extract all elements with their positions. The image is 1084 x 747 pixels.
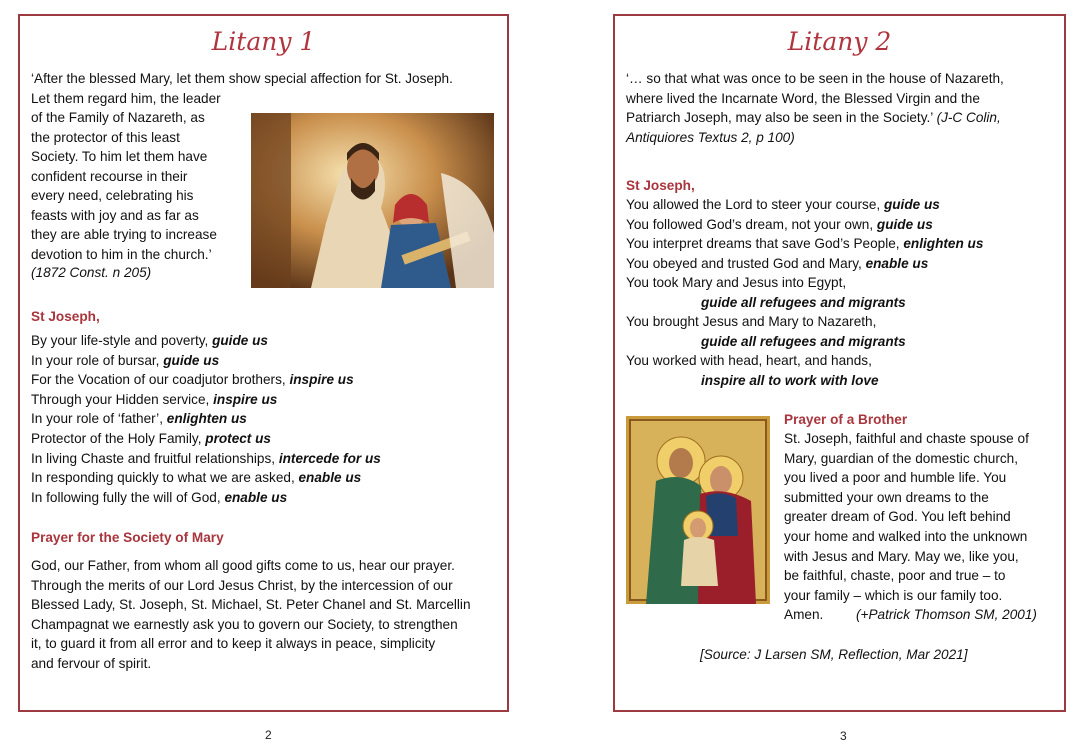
brother-prayer-heading: Prayer of a Brother	[784, 412, 908, 427]
st-joseph-carpenter-painting	[251, 113, 494, 288]
text-line: St. Joseph, faithful and chaste spouse of	[784, 431, 1029, 446]
litany-line	[701, 371, 879, 391]
left-litany-heading: St Joseph,	[31, 309, 100, 324]
text-line: your home and walked into the unknown	[784, 529, 1028, 544]
litany-invocation: You interpret dreams that save God’s People,	[626, 236, 904, 251]
brother-prayer-amen: Amen.	[784, 607, 824, 622]
litany-response: enlighten us	[166, 411, 247, 427]
litany-line	[626, 195, 940, 215]
left-intro-citation: (1872 Const. n 205)	[31, 265, 152, 280]
litany-line	[701, 293, 906, 313]
litany-invocation: In following fully the will of God,	[31, 489, 225, 505]
litany-line	[31, 468, 361, 488]
text-line: devotion to him in the church.’	[31, 246, 212, 262]
litany-invocation: You brought Jesus and Mary to Nazareth,	[626, 314, 877, 329]
holy-family-icon	[626, 416, 770, 604]
text-line: ‘… so that what was once to be seen in the house of Nazareth,	[626, 71, 1004, 86]
litany-line	[626, 215, 933, 235]
litany-response: guide us	[876, 216, 933, 232]
text-line: you lived a poor and humble life. You	[784, 470, 1007, 486]
left-prayer-heading: Prayer for the Society of Mary	[31, 530, 224, 545]
page-number-right: 3	[840, 729, 847, 743]
text-line: greater dream of God. You left behind	[784, 509, 1011, 525]
right-intro-line-3-text: Patriarch Joseph, may also be seen in the Society.’	[626, 110, 937, 125]
litany-invocation: You took Mary and Jesus into Egypt,	[626, 275, 847, 290]
litany-invocation: By your life-style and poverty,	[31, 333, 213, 348]
litany-invocation: In responding quickly to what we are asked,	[31, 470, 299, 486]
litany-invocation: In your role of ‘father’,	[31, 411, 167, 427]
right-page-title: Litany 2	[787, 27, 892, 56]
litany-invocation: You worked with head, heart, and hands,	[626, 353, 872, 368]
litany-response: enlighten us	[903, 236, 984, 251]
text-line: of the Family of Nazareth, as	[31, 110, 205, 125]
litany-line	[31, 351, 219, 371]
litany-response: enable us	[865, 255, 929, 271]
page-number-left: 2	[265, 728, 272, 742]
litany-line	[31, 409, 247, 429]
text-line: Through the merits of our Lord Jesus Christ, by the intercession of our	[31, 577, 453, 593]
litany-response: protect us	[205, 431, 271, 446]
litany-response: guide us	[883, 197, 940, 212]
litany-line	[701, 332, 906, 352]
litany-invocation: You followed God’s dream, not your own,	[626, 216, 877, 232]
text-line: your family – which is our family too.	[784, 587, 1003, 603]
litany-line	[626, 273, 846, 293]
right-litany-heading: St Joseph,	[626, 178, 695, 193]
litany-response: guide all refugees and migrants	[701, 333, 906, 349]
litany-response: guide all refugees and migrants	[701, 294, 906, 310]
litany-response: inspire us	[213, 391, 278, 407]
text-line: with Jesus and Mary. May we, like you,	[784, 548, 1019, 564]
litany-response: intercede for us	[278, 450, 381, 466]
source-citation: [Source: J Larsen SM, Reflection, Mar 2021]	[700, 647, 968, 662]
litany-response: guide us	[212, 333, 268, 348]
litany-invocation: For the Vocation of our coadjutor brothers,	[31, 372, 290, 388]
litany-line	[31, 488, 287, 508]
litany-line	[626, 312, 876, 332]
text-line: where lived the Incarnate Word, the Blessed Virgin and the	[626, 90, 980, 106]
text-line: Champagnat we earnestly ask you to govern our Society, to strengthen	[31, 616, 458, 632]
text-line: Society. To him let them have	[31, 149, 208, 164]
right-intro-line-3	[626, 108, 1001, 128]
text-line: submitted your own dreams to the	[784, 489, 989, 505]
text-line: Blessed Lady, St. Joseph, St. Michael, St. Peter Chanel and St. Marcellin	[31, 597, 471, 612]
litany-line	[31, 449, 381, 469]
text-line: feasts with joy and as far as	[31, 207, 199, 223]
text-line: the protector of this least	[31, 129, 180, 145]
litany-response: guide us	[163, 352, 220, 368]
litany-line	[31, 390, 277, 410]
litany-invocation: You allowed the Lord to steer your course,	[626, 197, 884, 212]
left-page-title: Litany 1	[211, 27, 316, 56]
litany-line	[626, 234, 983, 254]
text-line: it, to guard it from all error and to keep it always in peace, simplicity	[31, 636, 436, 651]
right-intro-citation-b: Antiquiores Textus 2, p 100)	[626, 130, 795, 145]
brother-prayer-citation: (+Patrick Thomson SM, 2001)	[856, 607, 1037, 622]
litany-line	[626, 254, 928, 274]
litany-line	[31, 370, 354, 390]
text-line: be faithful, chaste, poor and true – to	[784, 568, 1006, 584]
litany-response: inspire us	[289, 372, 354, 388]
litany-invocation: Through your Hidden service,	[31, 391, 214, 407]
text-line: Let them regard him, the leader	[31, 90, 221, 106]
right-intro-citation-a: (J-C Colin,	[936, 110, 1001, 125]
text-line: confident recourse in their	[31, 168, 188, 184]
litany-line	[31, 429, 271, 449]
text-line: every need, celebrating his	[31, 188, 194, 203]
litany-response: enable us	[298, 470, 362, 486]
litany-line	[31, 331, 268, 351]
litany-response: enable us	[224, 489, 288, 505]
text-line: Mary, guardian of the domestic church,	[784, 450, 1018, 466]
text-line: God, our Father, from whom all good gifts come to us, hear our prayer.	[31, 558, 455, 573]
litany-response: inspire all to work with love	[701, 372, 879, 388]
text-line: ‘After the blessed Mary, let them show special affection for St. Joseph.	[31, 71, 453, 86]
litany-invocation: Protector of the Holy Family,	[31, 431, 206, 446]
litany-invocation: In your role of bursar,	[31, 352, 164, 368]
litany-invocation: In living Chaste and fruitful relationships,	[31, 450, 279, 466]
text-line: and fervour of spirit.	[31, 655, 152, 671]
litany-invocation: You obeyed and trusted God and Mary,	[626, 255, 866, 271]
litany-line	[626, 351, 872, 371]
text-line: they are able trying to increase	[31, 227, 217, 242]
